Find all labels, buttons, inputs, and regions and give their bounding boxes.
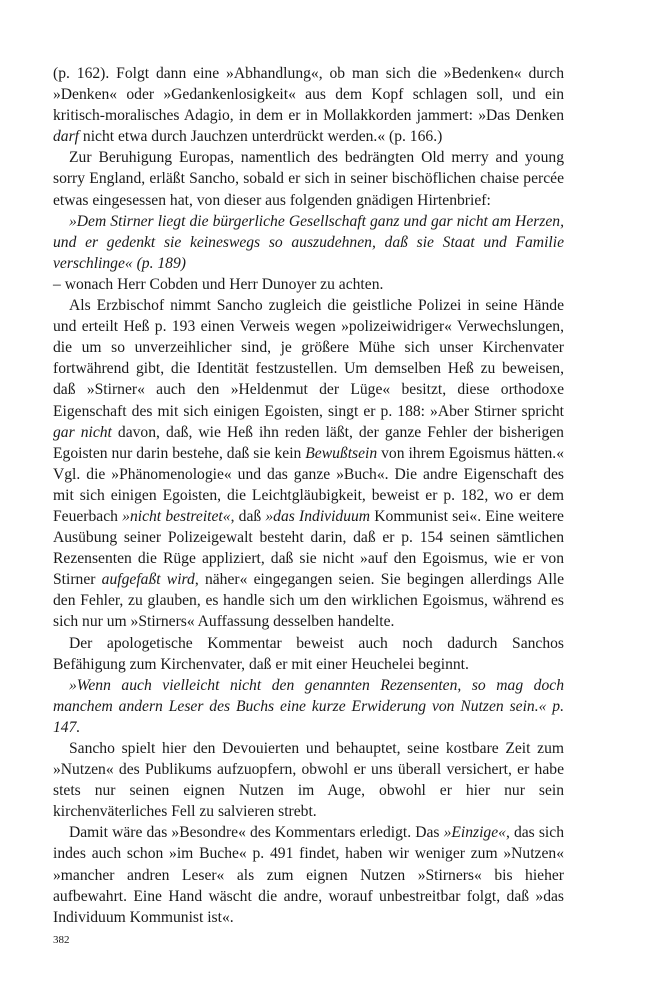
paragraph [53, 63, 564, 147]
quote-reference: (p. 189) [136, 254, 186, 272]
text-run: nicht etwa durch Jauchzen unterdrückt werden.« (p. 166.) [79, 128, 443, 146]
emphasis: »nicht bestreitet« [122, 507, 231, 525]
paragraph [53, 295, 564, 633]
page-body [53, 63, 564, 928]
paragraph: Sancho spielt hier den Devouierten und behauptet, seine kostbare Zeit zum »Nutzen« des Publikums aufzuopfern, obwohl er uns überall versichert, er habe stets nur seinen eignen Nutzen im Auge, obwohl er hier nur sein kirchenväterliches Fell zu salvieren strebt. [53, 740, 564, 821]
text-run: , das sich indes auch schon »im Buche« p. 491 findet, haben wir weniger zum »Nutzen« »mancher andren Leser« als zum eignen Nutzen »Stirners« bis hieher aufbewahrt. Eine Hand wäscht die andre, worauf unbestreitbar folgt, daß »das Individuum Kommunist ist«. [53, 824, 564, 926]
text-run: von ihrem Egoismus hätten.« Vgl. die »Phänomenologie« und das ganze »Buch«. Die andre Eigenschaft des mit sich einigen Egoisten, die Leichtgläubigkeit, beweist er p. 182, wo er dem Feuerbach [53, 444, 564, 525]
emphasis: gar nicht [53, 423, 112, 441]
text-run: Damit wäre das »Besondre« des Kommentars erledigt. Das [69, 824, 444, 842]
emphasis: »das Individuum [265, 507, 371, 525]
paragraph: Zur Beruhigung Europas, namentlich des bedrängten Old merry and young sorry England, erläßt Sancho, sobald er sich in seiner bischöflichen chaise percée etwas eingesessen hat, von dieser aus folgenden gnädigen Hirtenbrief: [53, 149, 564, 209]
text-run: Kommunist sei«. Eine weitere Ausübung seiner Polizeigewalt besteht darin, daß er p. 154 seinen sämtlichen Rezensenten die Rüge appliziert, daß sie nicht »auf den Egoismus, wie er von Stirner [53, 507, 564, 589]
text-run: (p. 162). Folgt dann eine »Abhandlung«, ob man sich die »Bedenken« durch »Denken« oder »Gedankenlosigkeit« aus dem Kopf schlagen soll, und ein kritisch-moralisches Adagio, in dem er in Mollakkorden jammert: »Das Denken [53, 65, 564, 125]
paragraph: Der apologetische Kommentar beweist auch noch dadurch Sanchos Befähigung zum Kirchenvater, daß er mit einer Heuchelei beginnt. [53, 634, 564, 673]
emphasis: Bewußtsein [305, 444, 378, 462]
block-quote [53, 211, 564, 274]
text-run: , daß [230, 507, 266, 525]
block-quote: »Wenn auch vielleicht nicht den genannten Rezensenten, so mag doch manchem andern Leser des Buchs eine kurze Erwiderung von Nutzen sein.« p. 147. [53, 676, 564, 736]
emphasis: darf [53, 128, 79, 146]
emphasis: »Einzige« [443, 824, 506, 842]
page-number: 382 [53, 934, 70, 946]
text-run: davon, daß, wie Heß ihn reden läßt, der ganze Fehler der bisherigen Egoisten nur darin bestehe, daß sie kein [53, 423, 564, 462]
text-run: Als Erzbischof nimmt Sancho zugleich die geistliche Polizei in seine Hände und erteilt Heß p. 193 einen Verweis wegen »polizeiwidriger« Verwechslungen, die um so unverzeihlicher sind, je größere Mühe sich unser Kirchenvater fortwährend gibt, die Identität festzustellen. Um demselben Heß zu beweisen, daß »Stirner« auch den »Heldenmut der Lüge« besitzt, diese orthodoxe Eigenschaft des mit sich einigen Egoisten, singt er p. 188: »Aber Stirner spricht [53, 297, 564, 420]
paragraph: – wonach Herr Cobden und Herr Dunoyer zu achten. [53, 275, 384, 293]
text-run: , näher« eingegangen seien. Sie begingen allerdings Alle den Fehler, zu glauben, es handle sich um den wirklichen Egoismus, während es sich nur um »Stirners« Auffassung desselben handelte. [53, 571, 565, 631]
emphasis: aufgefaßt wird [101, 571, 195, 589]
paragraph [53, 822, 564, 927]
quote-text: »Dem Stirner liegt die bürgerliche Gesellschaft ganz und gar nicht am Herzen, und er gedenkt sie keineswegs so auszudehnen, daß sie Staat und Familie verschlinge« [53, 212, 564, 272]
